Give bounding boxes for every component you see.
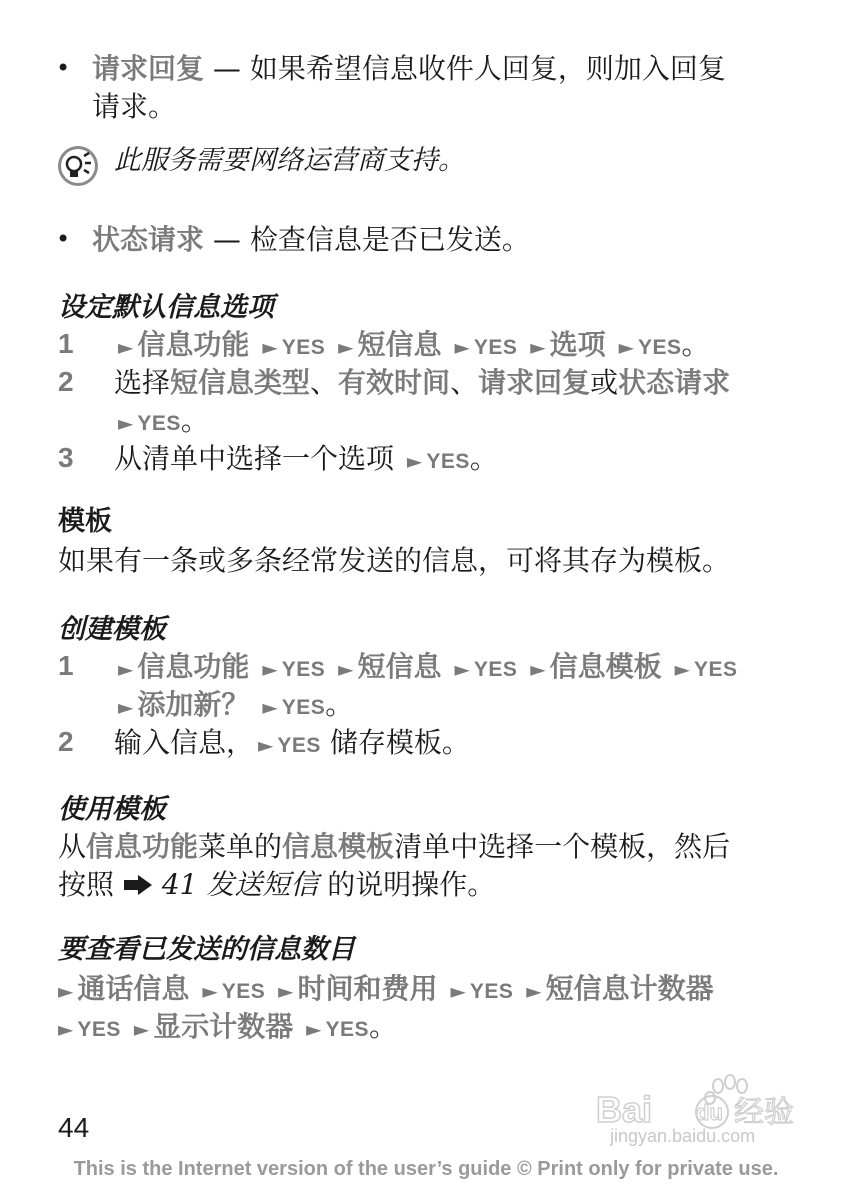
yes-key: YES [281,658,326,681]
menu-show-counter: 显示计数器 [153,1010,294,1043]
separator: 、 [310,366,339,399]
yes-key: YES [281,336,326,359]
templates-desc: 如果有一条或多条经常发送的信息，可将其存为模板。 [58,544,731,577]
menu-time-cost: 时间和费用 [297,972,438,1005]
menu-call-info: 通话信息 [77,972,190,1005]
use-template-line-1 [58,828,730,866]
menu-templates: 信息模板 [282,830,395,863]
tip-lightbulb-icon [56,144,100,188]
reply-request-term: 请求回复 [92,52,205,85]
section-title-use-template: 使用模板 [58,794,166,825]
menu-sms: 短信息 [357,328,442,361]
option-validity: 有效时间 [338,366,451,399]
yes-key: YES [693,658,738,681]
arrow-right-icon: ► [406,449,423,473]
status-request-line [92,221,530,259]
sent-count-line-1 [54,970,714,1011]
svg-text:Bai: Bai [596,1089,653,1130]
arrow-right-icon: ► [262,695,278,719]
yes-key: YES [469,980,514,1003]
text-fragment: 清单中选择一个模板，然后 [394,830,731,863]
yes-key: YES [281,696,326,719]
arrow-right-icon: ► [258,733,274,757]
option-sms-type: 短信息类型 [170,366,311,399]
period: 。 [681,328,710,361]
menu-add-new: 添加新？ [137,688,250,721]
section-title-create-template: 创建模板 [58,614,166,645]
bullet-marker: • [56,225,71,253]
watermark-url: jingyan.baidu.com [610,1126,756,1146]
use-template-line-2 [58,866,495,904]
option-reply-request: 请求回复 [478,366,591,399]
yes-key: YES [473,336,518,359]
text-fragment: 的说明操作。 [327,868,496,901]
bullet-marker: • [56,54,71,82]
arrow-right-icon: ► [618,335,634,359]
arrow-right-icon: ► [118,335,134,359]
arrow-right-icon: ► [133,1017,150,1041]
step-number: 1 [58,650,74,681]
step-number: 1 [58,328,74,359]
section-title-templates: 模板 [58,506,112,537]
footer-notice: This is the Internet version of the user’s guide © Print only for private use. [73,1158,779,1180]
tip-text: 此服务需要网络运营商支持。 [114,145,465,176]
yes-key: YES [473,658,518,681]
arrow-right-icon: ► [58,1017,74,1041]
arrow-right-icon: ► [262,657,278,681]
yes-key: YES [277,734,321,757]
yes-key: YES [325,1018,370,1041]
status-request-term: 状态请求 [92,223,205,256]
arrow-right-icon: ► [306,1017,322,1041]
yes-key: YES [637,336,682,359]
default-step-3 [114,440,498,481]
baidu-jingyan-watermark-logo [590,1072,810,1162]
reply-request-desc-cont: 请求。 [92,90,177,123]
separator: 、 [450,366,479,399]
section-title-default-options: 设定默认信息选项 [58,292,274,323]
reply-request-desc: 如果希望信息收件人回复，则加入回复 [249,52,726,85]
arrow-right-icon: ► [530,657,546,681]
create-step-1 [114,648,738,689]
section-title-sent-count: 要查看已发送的信息数目 [58,934,355,965]
menu-sms-counter: 短信息计数器 [545,972,714,1005]
menu-sms: 短信息 [357,650,442,683]
arrow-right-icon: ► [454,335,470,359]
step-text: 从清单中选择一个选项 [114,442,395,475]
default-step-2 [114,364,730,402]
menu-messaging: 信息功能 [86,830,199,863]
svg-text:du: du [696,1100,723,1125]
period: 。 [180,404,209,437]
page-number: 44 [58,1112,90,1143]
yes-key: YES [77,1018,121,1041]
arrow-right-icon: ► [118,695,134,719]
option-status-request: 状态请求 [618,366,731,399]
arrow-right-icon: ► [58,979,74,1003]
page-reference-link[interactable]: 41 发送短信 [161,868,319,901]
arrow-right-icon: ► [338,335,354,359]
dash: — [212,223,241,256]
sent-count-line-2 [54,1008,397,1049]
step-number: 2 [58,726,74,757]
arrow-right-icon: ► [450,979,466,1003]
text-fragment: 菜单的 [198,830,283,863]
yes-key: YES [426,450,470,473]
arrow-right-icon: ► [526,979,542,1003]
conjunction: 或 [590,366,619,399]
period: 。 [369,1010,398,1043]
status-request-desc: 检查信息是否已发送。 [249,223,530,256]
default-step-2-cont [114,402,209,443]
menu-messaging: 信息功能 [137,328,250,361]
arrow-right-icon: ► [674,657,690,681]
arrow-right-icon: ► [530,335,546,359]
default-step-1 [114,326,710,367]
menu-messaging: 信息功能 [137,650,250,683]
dash: — [212,52,241,85]
svg-text:经验: 经验 [734,1095,794,1130]
yes-key: YES [137,412,181,435]
text-fragment: 从 [58,830,87,863]
create-step-1-cont [114,686,353,727]
arrow-right-icon: ► [262,335,278,359]
arrow-right-icon: ► [278,979,294,1003]
period: 。 [469,442,498,475]
reference-arrow-icon [123,874,153,896]
create-step-2 [114,724,470,765]
step-number: 2 [58,366,74,397]
step-text: 储存模板。 [329,726,470,759]
step-text: 输入信息， [114,726,255,759]
text-fragment: 按照 [58,868,115,901]
arrow-right-icon: ► [338,657,354,681]
menu-options: 选项 [549,328,606,361]
reply-request-line [92,50,726,88]
arrow-right-icon: ► [202,979,218,1003]
step-number: 3 [58,442,74,473]
yes-key: YES [221,980,266,1003]
arrow-right-icon: ► [454,657,470,681]
step-text: 选择 [114,366,171,399]
arrow-right-icon: ► [118,657,134,681]
arrow-right-icon: ► [118,411,134,435]
menu-templates: 信息模板 [549,650,662,683]
period: 。 [325,688,354,721]
